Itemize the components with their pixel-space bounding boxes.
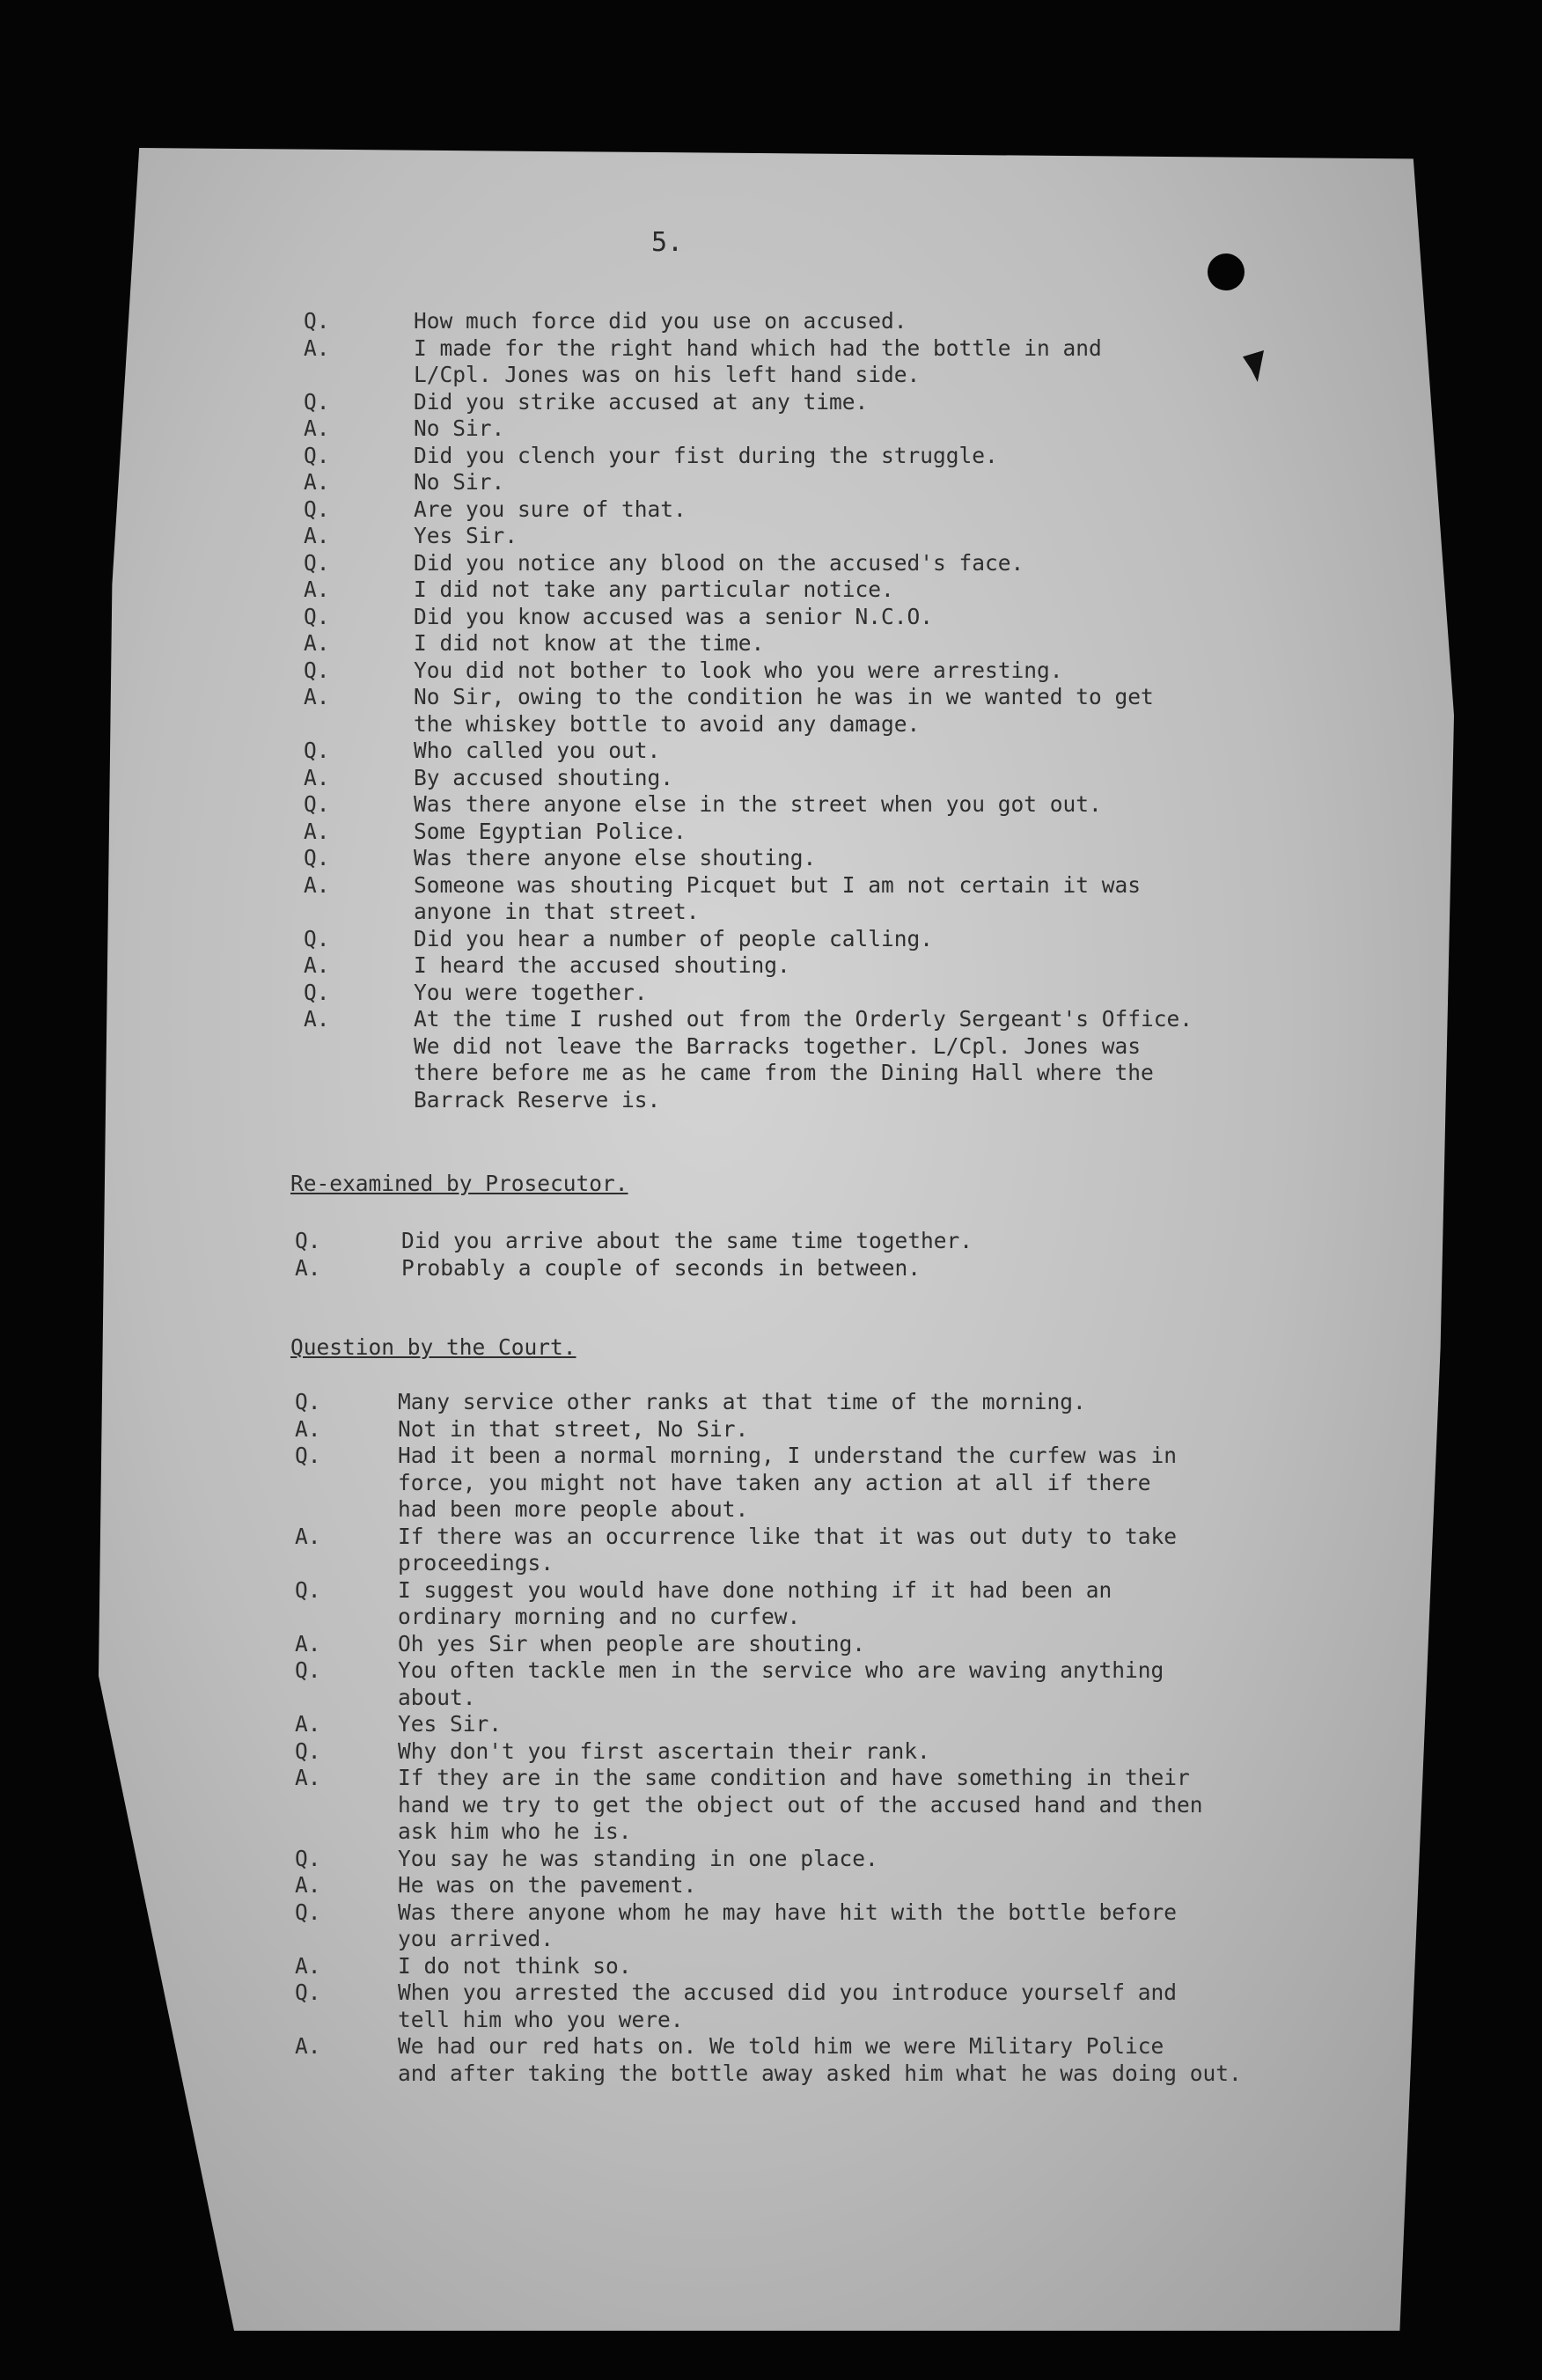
qa-line-text: force, you might not have taken any action at all if there [398, 1469, 1151, 1495]
qa-line [0, 2060, 1542, 2088]
qa-speaker-label: A. [295, 1872, 321, 1898]
qa-speaker-label: A. [295, 1711, 321, 1737]
qa-line-text: Oh yes Sir when people are shouting. [398, 1630, 866, 1656]
qa-line-text: you arrived. [398, 1926, 554, 1951]
qa-speaker-label: Q. [304, 603, 330, 629]
qa-line [0, 1765, 1542, 1792]
qa-line [0, 952, 1542, 980]
qa-speaker-label: Q. [304, 308, 330, 334]
qa-line-text: No Sir, owing to the condition he was in we wanted to get [414, 684, 1154, 709]
qa-line-text: I heard the accused shouting. [414, 952, 790, 978]
qa-line [0, 791, 1542, 819]
qa-speaker-label: Q. [295, 1228, 321, 1253]
qa-line-text: tell him who you were. [398, 2006, 684, 2032]
qa-line [0, 1657, 1542, 1685]
qa-line [0, 1443, 1542, 1470]
qa-speaker-label: Q. [295, 1576, 321, 1603]
qa-speaker-label: Q. [295, 1737, 321, 1764]
qa-line-text: anyone in that street. [414, 899, 700, 924]
qa-speaker-label: Q. [304, 925, 330, 951]
qa-speaker-label: Q. [295, 1845, 321, 1871]
qa-line-text: You were together. [414, 979, 648, 1005]
qa-line [0, 308, 1542, 335]
qa-line [0, 657, 1542, 685]
qa-line [0, 496, 1542, 524]
qa-line [0, 1604, 1542, 1631]
qa-speaker-label: A. [304, 415, 330, 441]
qa-line [0, 335, 1542, 363]
qa-speaker-label: Q. [304, 388, 330, 415]
qa-speaker-label: Q. [295, 1657, 321, 1683]
qa-speaker-label: A. [304, 684, 330, 709]
qa-speaker-label: Q. [304, 979, 330, 1005]
qa-line [0, 1980, 1542, 2007]
qa-line [0, 980, 1542, 1007]
cross-examination-block [0, 308, 1542, 1113]
qa-line [0, 899, 1542, 926]
qa-line-text: You say he was standing in one place. [398, 1845, 878, 1871]
qa-speaker-label: Q. [304, 845, 330, 870]
qa-line [0, 550, 1542, 577]
re-examination-heading: Re-examined by Prosecutor. [290, 1171, 628, 1196]
qa-line [0, 1389, 1542, 1416]
qa-speaker-label: A. [304, 764, 330, 790]
qa-line [0, 711, 1542, 738]
qa-line [0, 1550, 1542, 1577]
qa-speaker-label: Q. [304, 738, 330, 763]
qa-line [0, 872, 1542, 900]
qa-line [0, 2033, 1542, 2060]
qa-line-text: ask him who he is. [398, 1818, 632, 1844]
court-questions-block [0, 1389, 1542, 2087]
qa-speaker-label: A. [295, 1952, 321, 1979]
qa-line-text: hand we try to get the object out of the accused hand and then [398, 1791, 1203, 1818]
qa-speaker-label: A. [304, 630, 330, 656]
qa-line [0, 443, 1542, 470]
qa-line [0, 684, 1542, 711]
qa-line-text: Someone was shouting Picquet but I am not certain it was [414, 871, 1142, 898]
qa-speaker-label: Q. [295, 1389, 321, 1414]
qa-line-text: about. [398, 1684, 476, 1710]
qa-speaker-label: A. [304, 334, 330, 361]
qa-speaker-label: A. [304, 818, 330, 844]
qa-line-text: Yes Sir. [398, 1711, 503, 1737]
qa-line [0, 630, 1542, 657]
qa-line [0, 362, 1542, 389]
qa-line [0, 1899, 1542, 1927]
qa-line-text: proceedings. [398, 1550, 554, 1576]
qa-line-text: Did you hear a number of people calling. [414, 925, 934, 951]
qa-line [0, 738, 1542, 765]
qa-speaker-label: Q. [295, 1980, 321, 2005]
qa-line-text: and after taking the bottle away asked him what he was doing out. [398, 2060, 1242, 2086]
qa-line [0, 1792, 1542, 1819]
qa-line [0, 1818, 1542, 1846]
qa-speaker-label: Q. [304, 549, 330, 576]
qa-line-text: Did you notice any blood on the accused's face. [414, 549, 1024, 576]
qa-speaker-label: Q. [304, 442, 330, 468]
qa-speaker-label: A. [295, 1765, 321, 1790]
qa-line-text: Who called you out. [414, 738, 661, 763]
qa-speaker-label: A. [295, 1415, 321, 1442]
qa-line [0, 1738, 1542, 1766]
qa-line [0, 1228, 1542, 1255]
qa-line-text: Barrack Reserve is. [414, 1086, 661, 1113]
qa-speaker-label: Q. [304, 657, 330, 683]
qa-line [0, 389, 1542, 416]
qa-line [0, 1087, 1542, 1114]
qa-speaker-label: Q. [295, 1443, 321, 1468]
qa-line-text: Was there anyone else in the street when you got out. [414, 791, 1102, 817]
qa-line-text: Was there anyone whom he may have hit with the bottle before [398, 1899, 1178, 1925]
qa-line [0, 765, 1542, 792]
qa-line [0, 469, 1542, 496]
qa-line-text: Probably a couple of seconds in between. [401, 1254, 922, 1281]
qa-speaker-label: A. [295, 1254, 321, 1281]
page-number: 5. [651, 227, 684, 258]
qa-line-text: Did you strike accused at any time. [414, 388, 869, 415]
qa-speaker-label: A. [304, 871, 330, 898]
qa-line-text: You did not bother to look who you were arresting. [414, 657, 1063, 683]
qa-line-text: had been more people about. [398, 1496, 749, 1522]
qa-line [0, 1953, 1542, 1980]
qa-line [0, 523, 1542, 550]
qa-line-text: Had it been a normal morning, I understand the curfew was in [398, 1443, 1178, 1468]
qa-line [0, 577, 1542, 604]
qa-line [0, 1006, 1542, 1033]
qa-line-text: We had our red hats on. We told him we were Military Police [398, 2033, 1164, 2059]
qa-line [0, 1496, 1542, 1524]
qa-line [0, 1577, 1542, 1605]
qa-line [0, 1872, 1542, 1899]
qa-speaker-label: A. [295, 1630, 321, 1656]
qa-line-text: You often tackle men in the service who are waving anything [398, 1657, 1164, 1683]
qa-line-text: He was on the pavement. [398, 1872, 697, 1898]
qa-line [0, 819, 1542, 846]
qa-line [0, 1846, 1542, 1873]
qa-line-text: Not in that street, No Sir. [398, 1415, 749, 1442]
qa-line-text: At the time I rushed out from the Orderly Sergeant's Office. [414, 1006, 1193, 1032]
qa-line-text: ordinary morning and no curfew. [398, 1604, 801, 1629]
qa-line [0, 845, 1542, 872]
court-questions-heading: Question by the Court. [290, 1334, 576, 1360]
qa-line-text: I do not think so. [398, 1952, 632, 1979]
qa-speaker-label: A. [295, 1523, 321, 1549]
qa-line [0, 1033, 1542, 1061]
punch-hole [1208, 253, 1245, 290]
qa-speaker-label: A. [304, 469, 330, 495]
re-examination-block [0, 1228, 1542, 1282]
qa-line-text: I made for the right hand which had the bottle in and [414, 334, 1102, 361]
qa-line-text: I suggest you would have done nothing if it had been an [398, 1576, 1112, 1603]
qa-line [0, 1255, 1542, 1282]
qa-line-text: Why don't you first ascertain their rank. [398, 1737, 930, 1764]
qa-line [0, 415, 1542, 443]
qa-speaker-label: A. [304, 577, 330, 602]
qa-line [0, 1631, 1542, 1658]
qa-line [0, 1416, 1542, 1443]
qa-line-text: Are you sure of that. [414, 496, 687, 522]
qa-line-text: Some Egyptian Police. [414, 818, 687, 844]
qa-line [0, 1470, 1542, 1497]
qa-line [0, 1926, 1542, 1953]
qa-line-text: the whiskey bottle to avoid any damage. [414, 710, 921, 737]
qa-line-text: We did not leave the Barracks together. L/Cpl. Jones was [414, 1032, 1142, 1059]
qa-line-text: there before me as he came from the Dining Hall where the [414, 1060, 1154, 1085]
qa-line [0, 604, 1542, 631]
qa-line-text: Many service other ranks at that time of the morning. [398, 1389, 1086, 1414]
qa-line [0, 2007, 1542, 2034]
qa-line-text: I did not take any particular notice. [414, 577, 894, 602]
qa-line [0, 926, 1542, 953]
qa-line-text: Yes Sir. [414, 523, 518, 548]
qa-line [0, 1060, 1542, 1087]
qa-line-text: L/Cpl. Jones was on his left hand side. [414, 362, 921, 387]
qa-line [0, 1711, 1542, 1738]
qa-line-text: No Sir. [414, 415, 505, 441]
qa-speaker-label: Q. [304, 496, 330, 522]
qa-line-text: If there was an occurrence like that it was out duty to take [398, 1523, 1178, 1549]
qa-line-text: By accused shouting. [414, 764, 674, 790]
qa-speaker-label: A. [304, 523, 330, 548]
qa-speaker-label: Q. [295, 1899, 321, 1925]
qa-line-text: If they are in the same condition and have something in their [398, 1765, 1190, 1790]
qa-speaker-label: A. [295, 2033, 321, 2059]
qa-line-text: How much force did you use on accused. [414, 308, 907, 334]
qa-line-text: When you arrested the accused did you introduce yourself and [398, 1980, 1178, 2005]
qa-line-text: I did not know at the time. [414, 630, 765, 656]
qa-line-text: Did you arrive about the same time together. [401, 1228, 973, 1253]
qa-speaker-label: Q. [304, 791, 330, 817]
qa-line-text: Did you know accused was a senior N.C.O. [414, 603, 934, 629]
qa-line [0, 1685, 1542, 1712]
qa-speaker-label: A. [304, 952, 330, 978]
qa-speaker-label: A. [304, 1006, 330, 1032]
qa-line-text: No Sir. [414, 469, 505, 495]
qa-line-text: Was there anyone else shouting. [414, 845, 817, 870]
qa-line-text: Did you clench your fist during the struggle. [414, 442, 998, 468]
qa-line [0, 1524, 1542, 1551]
